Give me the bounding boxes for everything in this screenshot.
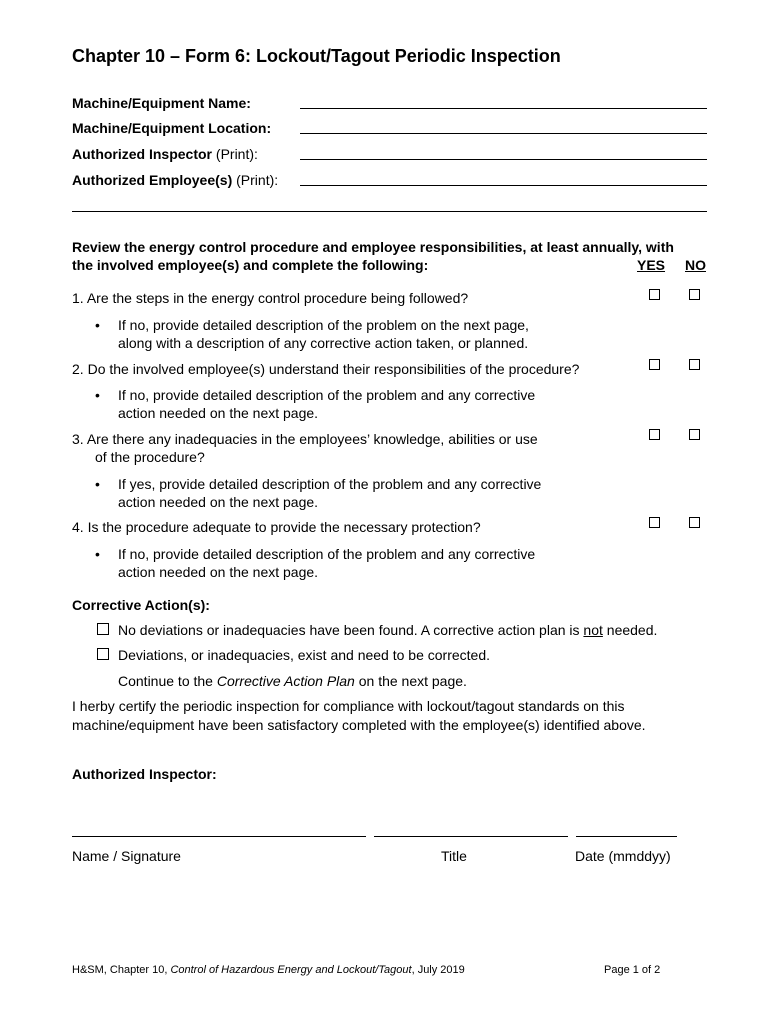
question-2 bbox=[72, 360, 579, 378]
corrective-heading: Corrective Action(s): bbox=[72, 597, 210, 613]
name-signature-label: Name / Signature bbox=[72, 848, 181, 864]
inspector-label-plain: (Print): bbox=[212, 146, 258, 162]
machine-name-label: Machine/Equipment Name: bbox=[72, 95, 251, 111]
employees-label bbox=[72, 172, 278, 188]
inspector-field[interactable] bbox=[300, 159, 707, 160]
date-field[interactable] bbox=[576, 836, 677, 837]
question-1-no-checkbox[interactable] bbox=[689, 289, 700, 300]
yes-column-header: YES bbox=[637, 257, 666, 273]
question-3-bullet-line2: action needed on the next page. bbox=[118, 494, 319, 510]
footer-document-title: Control of Hazardous Energy and Lockout/Tagout bbox=[170, 964, 412, 976]
question-1-bullet-line2: along with a description of any corrective action taken, or planned. bbox=[118, 335, 529, 351]
question-3-yes-checkbox[interactable] bbox=[649, 429, 660, 440]
question-4-bullet-line1: If no, provide detailed description of the problem and any corrective bbox=[118, 546, 536, 562]
continue-post: on the next page. bbox=[354, 673, 467, 689]
question-text: Are the steps in the energy control procedure being followed? bbox=[86, 290, 469, 306]
question-2-no-checkbox[interactable] bbox=[689, 359, 700, 370]
question-2-bullet-line1: If no, provide detailed description of the problem and any corrective bbox=[118, 387, 536, 403]
inspector-label bbox=[72, 146, 258, 162]
question-4-bullet-line2: action needed on the next page. bbox=[118, 564, 319, 580]
employees-label-plain: (Print): bbox=[232, 172, 279, 188]
corrective-option1-checkbox[interactable] bbox=[97, 623, 109, 635]
no-column-header: NO bbox=[685, 257, 706, 273]
question-4-no-checkbox[interactable] bbox=[689, 517, 700, 528]
question-1-yes-checkbox[interactable] bbox=[649, 289, 660, 300]
question-text: Do the involved employee(s) understand their responsibilities of the procedure? bbox=[87, 361, 580, 377]
corrective-continue bbox=[118, 672, 467, 690]
machine-location-label: Machine/Equipment Location: bbox=[72, 120, 272, 136]
question-2-yes-checkbox[interactable] bbox=[649, 359, 660, 370]
question-number: 3. bbox=[72, 431, 84, 447]
corrective-option1-underlined: not bbox=[583, 622, 603, 638]
page-title: Chapter 10 – Form 6: Lockout/Tagout Periodic Inspection bbox=[72, 46, 561, 66]
employees-field-line2[interactable] bbox=[72, 211, 707, 212]
page-number: Page 1 of 2 bbox=[604, 964, 661, 976]
certify-line1: I herby certify the periodic inspection for compliance with lockout/tagout standards on this bbox=[72, 698, 625, 714]
corrective-option2-checkbox[interactable] bbox=[97, 648, 109, 660]
question-1 bbox=[72, 289, 468, 307]
inspector-label-bold: Authorized Inspector bbox=[72, 146, 213, 162]
bullet-icon: • bbox=[95, 387, 100, 403]
question-text: Are there any inadequacies in the employees’ knowledge, abilities or use bbox=[86, 431, 538, 447]
question-number: 4. bbox=[72, 519, 84, 535]
machine-name-field[interactable] bbox=[300, 108, 707, 109]
bullet-icon: • bbox=[95, 546, 100, 562]
question-3-no-checkbox[interactable] bbox=[689, 429, 700, 440]
footer-left bbox=[72, 964, 465, 976]
question-3 bbox=[72, 430, 538, 448]
signature-heading: Authorized Inspector: bbox=[72, 766, 217, 782]
review-intro-line2: the involved employee(s) and complete the following: bbox=[72, 257, 429, 273]
question-2-bullet-line2: action needed on the next page. bbox=[118, 405, 319, 421]
question-4 bbox=[72, 518, 481, 536]
question-number: 2. bbox=[72, 361, 84, 377]
machine-location-field[interactable] bbox=[300, 133, 707, 134]
question-4-yes-checkbox[interactable] bbox=[649, 517, 660, 528]
question-3-bullet-line1: If yes, provide detailed description of the problem and any corrective bbox=[118, 476, 542, 492]
question-1-bullet-line1: If no, provide detailed description of the problem on the next page, bbox=[118, 317, 529, 333]
corrective-option2-label: Deviations, or inadequacies, exist and need to be corrected. bbox=[118, 647, 491, 663]
bullet-icon: • bbox=[95, 476, 100, 492]
continue-plan-name: Corrective Action Plan bbox=[216, 673, 355, 689]
certify-line2: machine/equipment have been satisfactory completed with the employee(s) identified above. bbox=[72, 717, 646, 733]
corrective-option1-text: No deviations or inadequacies have been found. A corrective action plan is bbox=[118, 622, 584, 638]
footer-prefix: H&SM, Chapter 10, bbox=[72, 964, 171, 976]
date-label: Date (mmddyy) bbox=[575, 848, 671, 864]
question-number: 1. bbox=[72, 290, 84, 306]
question-text: Is the procedure adequate to provide the necessary protection? bbox=[87, 519, 481, 535]
footer-date: , July 2019 bbox=[411, 964, 465, 976]
employees-label-bold: Authorized Employee(s) bbox=[72, 172, 233, 188]
continue-text: Continue to the bbox=[118, 673, 217, 689]
question-3-text-line2: of the procedure? bbox=[95, 449, 205, 465]
employees-field[interactable] bbox=[300, 185, 707, 186]
title-field[interactable] bbox=[374, 836, 568, 837]
corrective-option1-post: needed. bbox=[602, 622, 658, 638]
bullet-icon: • bbox=[95, 317, 100, 333]
title-label: Title bbox=[441, 848, 467, 864]
name-signature-field[interactable] bbox=[72, 836, 366, 837]
review-intro-line1: Review the energy control procedure and employee responsibilities, at least annually, with bbox=[72, 239, 674, 255]
corrective-option1-label bbox=[118, 621, 657, 639]
